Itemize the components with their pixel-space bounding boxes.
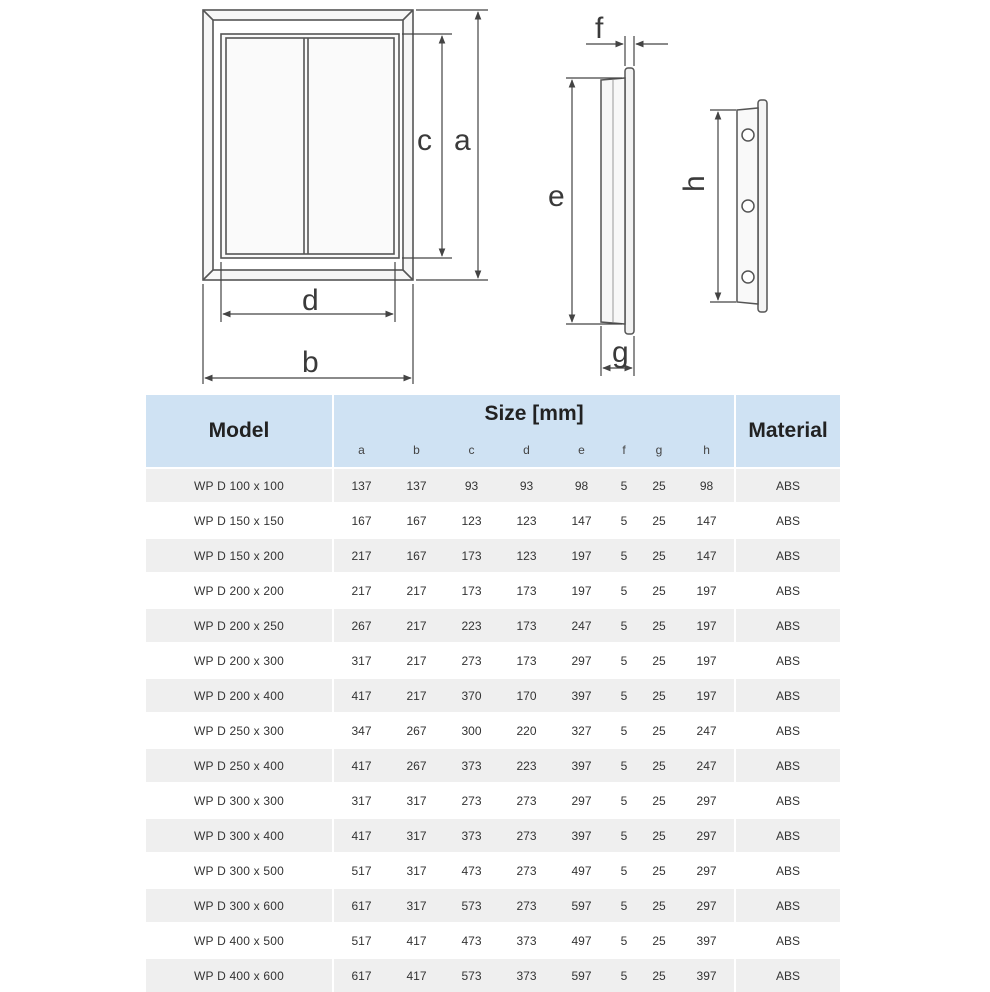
dim-cell-d: 220 (499, 712, 554, 747)
dim-cell-b: 317 (389, 782, 444, 817)
model-cell: WP D 250 x 400 (146, 747, 334, 782)
model-header: Model (146, 395, 334, 467)
dim-cell-b: 217 (389, 607, 444, 642)
table-row (146, 852, 840, 887)
dim-cell-a: 217 (334, 537, 389, 572)
dim-cell-e: 247 (554, 607, 609, 642)
dim-cell-f: 5 (609, 922, 639, 957)
table-row (146, 922, 840, 957)
dim-cell-c: 473 (444, 922, 499, 957)
dim-cell-g: 25 (639, 502, 679, 537)
dim-cell-a: 347 (334, 712, 389, 747)
dim-cell-a: 317 (334, 642, 389, 677)
dim-cell-a: 267 (334, 607, 389, 642)
dim-cell-b: 417 (389, 957, 444, 992)
dim-cell-d: 173 (499, 572, 554, 607)
model-cell: WP D 200 x 300 (146, 642, 334, 677)
material-cell: ABS (734, 712, 840, 747)
model-cell: WP D 300 x 500 (146, 852, 334, 887)
dim-cell-d: 273 (499, 817, 554, 852)
dim-cell-b: 217 (389, 677, 444, 712)
dim-cell-d: 173 (499, 607, 554, 642)
table-row (146, 887, 840, 922)
dim-cell-e: 98 (554, 467, 609, 502)
dim-cell-g: 25 (639, 922, 679, 957)
dim-cell-f: 5 (609, 502, 639, 537)
dim-cell-c: 173 (444, 572, 499, 607)
table-row (146, 537, 840, 572)
dim-cell-f: 5 (609, 887, 639, 922)
dim-cell-h: 297 (679, 817, 734, 852)
dim-cell-g: 25 (639, 957, 679, 992)
dim-cell-d: 173 (499, 642, 554, 677)
dim-cell-f: 5 (609, 537, 639, 572)
dim-header-c: c (444, 433, 499, 467)
dim-header-b: b (389, 433, 444, 467)
label-g: g (612, 336, 629, 369)
label-d: d (302, 284, 319, 317)
dim-cell-b: 167 (389, 502, 444, 537)
dim-cell-a: 617 (334, 957, 389, 992)
dim-header-d: d (499, 433, 554, 467)
table-row (146, 782, 840, 817)
dim-cell-c: 473 (444, 852, 499, 887)
dim-cell-b: 317 (389, 887, 444, 922)
dim-cell-c: 373 (444, 817, 499, 852)
dim-cell-h: 297 (679, 887, 734, 922)
technical-drawing (0, 0, 990, 395)
dim-cell-h: 147 (679, 537, 734, 572)
dim-cell-g: 25 (639, 642, 679, 677)
dim-cell-h: 147 (679, 502, 734, 537)
dim-cell-b: 317 (389, 817, 444, 852)
material-header: Material (734, 395, 840, 467)
table-row (146, 642, 840, 677)
dim-cell-b: 217 (389, 572, 444, 607)
dim-cell-g: 25 (639, 747, 679, 782)
dim-cell-f: 5 (609, 572, 639, 607)
material-cell: ABS (734, 537, 840, 572)
material-cell: ABS (734, 747, 840, 782)
material-cell: ABS (734, 887, 840, 922)
dim-cell-a: 137 (334, 467, 389, 502)
table-row (146, 467, 840, 502)
dim-cell-c: 273 (444, 782, 499, 817)
model-cell: WP D 150 x 150 (146, 502, 334, 537)
dim-header-e: e (554, 433, 609, 467)
dim-cell-a: 417 (334, 677, 389, 712)
dim-cell-a: 517 (334, 852, 389, 887)
dim-cell-c: 373 (444, 747, 499, 782)
dim-cell-e: 397 (554, 677, 609, 712)
dim-cell-g: 25 (639, 852, 679, 887)
material-cell: ABS (734, 572, 840, 607)
dim-cell-c: 93 (444, 467, 499, 502)
dim-cell-d: 123 (499, 537, 554, 572)
model-cell: WP D 200 x 400 (146, 677, 334, 712)
dim-cell-c: 300 (444, 712, 499, 747)
dim-header-a: a (334, 433, 389, 467)
dim-cell-h: 397 (679, 957, 734, 992)
dim-cell-d: 273 (499, 887, 554, 922)
dim-cell-e: 197 (554, 572, 609, 607)
dim-cell-a: 217 (334, 572, 389, 607)
model-cell: WP D 250 x 300 (146, 712, 334, 747)
label-a: a (454, 124, 471, 157)
dim-cell-d: 273 (499, 782, 554, 817)
dim-cell-a: 317 (334, 782, 389, 817)
dim-cell-f: 5 (609, 747, 639, 782)
dim-cell-f: 5 (609, 642, 639, 677)
dim-cell-f: 5 (609, 607, 639, 642)
dim-cell-e: 297 (554, 642, 609, 677)
dim-cell-f: 5 (609, 957, 639, 992)
dim-cell-d: 273 (499, 852, 554, 887)
dim-cell-c: 573 (444, 887, 499, 922)
dim-cell-h: 197 (679, 642, 734, 677)
dim-cell-f: 5 (609, 677, 639, 712)
dim-cell-b: 417 (389, 922, 444, 957)
dim-cell-e: 147 (554, 502, 609, 537)
size-table (146, 395, 840, 992)
model-cell: WP D 100 x 100 (146, 467, 334, 502)
dim-cell-a: 417 (334, 817, 389, 852)
dim-header-g: g (639, 433, 679, 467)
table-row (146, 712, 840, 747)
dim-cell-e: 397 (554, 747, 609, 782)
dim-cell-b: 267 (389, 747, 444, 782)
dim-cell-c: 173 (444, 537, 499, 572)
table-row (146, 957, 840, 992)
dim-cell-h: 297 (679, 782, 734, 817)
dim-cell-d: 123 (499, 502, 554, 537)
dim-cell-a: 517 (334, 922, 389, 957)
dim-cell-d: 170 (499, 677, 554, 712)
dim-cell-f: 5 (609, 712, 639, 747)
dim-cell-a: 417 (334, 747, 389, 782)
dim-cell-h: 247 (679, 747, 734, 782)
dim-cell-c: 573 (444, 957, 499, 992)
model-cell: WP D 300 x 600 (146, 887, 334, 922)
dim-cell-g: 25 (639, 467, 679, 502)
dim-cell-b: 167 (389, 537, 444, 572)
label-b: b (302, 346, 319, 379)
size-header: Size [mm] (334, 395, 734, 433)
model-cell: WP D 300 x 400 (146, 817, 334, 852)
dim-cell-a: 617 (334, 887, 389, 922)
dim-cell-h: 197 (679, 677, 734, 712)
table-row (146, 607, 840, 642)
model-cell: WP D 200 x 250 (146, 607, 334, 642)
dim-cell-f: 5 (609, 817, 639, 852)
dim-cell-d: 223 (499, 747, 554, 782)
material-cell: ABS (734, 922, 840, 957)
dim-cell-g: 25 (639, 817, 679, 852)
dim-cell-d: 373 (499, 922, 554, 957)
label-h: h (678, 175, 711, 192)
dim-cell-g: 25 (639, 712, 679, 747)
dim-cell-e: 497 (554, 852, 609, 887)
dim-cell-c: 370 (444, 677, 499, 712)
table-row (146, 677, 840, 712)
dim-cell-f: 5 (609, 852, 639, 887)
dim-cell-h: 197 (679, 572, 734, 607)
dim-cell-h: 247 (679, 712, 734, 747)
dim-cell-c: 223 (444, 607, 499, 642)
dim-cell-e: 297 (554, 782, 609, 817)
dim-cell-f: 5 (609, 782, 639, 817)
dim-cell-h: 297 (679, 852, 734, 887)
table-row (146, 817, 840, 852)
dim-cell-g: 25 (639, 677, 679, 712)
material-cell: ABS (734, 782, 840, 817)
frame-profile-view (737, 100, 767, 312)
table-row (146, 572, 840, 607)
dim-cell-a: 167 (334, 502, 389, 537)
frame-profile-dimensions (710, 110, 736, 302)
dim-cell-h: 397 (679, 922, 734, 957)
dim-cell-b: 267 (389, 712, 444, 747)
dim-cell-b: 137 (389, 467, 444, 502)
material-cell: ABS (734, 677, 840, 712)
dim-cell-c: 123 (444, 502, 499, 537)
model-cell: WP D 300 x 300 (146, 782, 334, 817)
model-cell: WP D 400 x 600 (146, 957, 334, 992)
dim-cell-e: 597 (554, 957, 609, 992)
dim-header-f: f (609, 433, 639, 467)
dim-cell-h: 98 (679, 467, 734, 502)
dim-cell-e: 197 (554, 537, 609, 572)
label-e: e (548, 180, 565, 213)
dim-cell-e: 327 (554, 712, 609, 747)
material-cell: ABS (734, 852, 840, 887)
material-cell: ABS (734, 957, 840, 992)
dim-cell-d: 93 (499, 467, 554, 502)
dim-cell-g: 25 (639, 607, 679, 642)
dim-cell-c: 273 (444, 642, 499, 677)
dim-cell-g: 25 (639, 572, 679, 607)
dim-cell-f: 5 (609, 467, 639, 502)
label-c: c (417, 124, 432, 157)
dim-cell-e: 597 (554, 887, 609, 922)
front-view (203, 10, 413, 280)
dim-cell-b: 317 (389, 852, 444, 887)
dim-cell-g: 25 (639, 887, 679, 922)
table-row (146, 502, 840, 537)
dim-header-h: h (679, 433, 734, 467)
dim-cell-g: 25 (639, 537, 679, 572)
dim-cell-h: 197 (679, 607, 734, 642)
dim-cell-e: 397 (554, 817, 609, 852)
side-view (601, 68, 634, 334)
table-body (146, 467, 840, 992)
model-cell: WP D 150 x 200 (146, 537, 334, 572)
material-cell: ABS (734, 607, 840, 642)
model-cell: WP D 400 x 500 (146, 922, 334, 957)
dim-cell-e: 497 (554, 922, 609, 957)
dim-cell-g: 25 (639, 782, 679, 817)
model-cell: WP D 200 x 200 (146, 572, 334, 607)
material-cell: ABS (734, 817, 840, 852)
dim-cell-b: 217 (389, 642, 444, 677)
material-cell: ABS (734, 467, 840, 502)
material-cell: ABS (734, 502, 840, 537)
label-f: f (595, 12, 604, 45)
material-cell: ABS (734, 642, 840, 677)
table-row (146, 747, 840, 782)
dim-cell-d: 373 (499, 957, 554, 992)
